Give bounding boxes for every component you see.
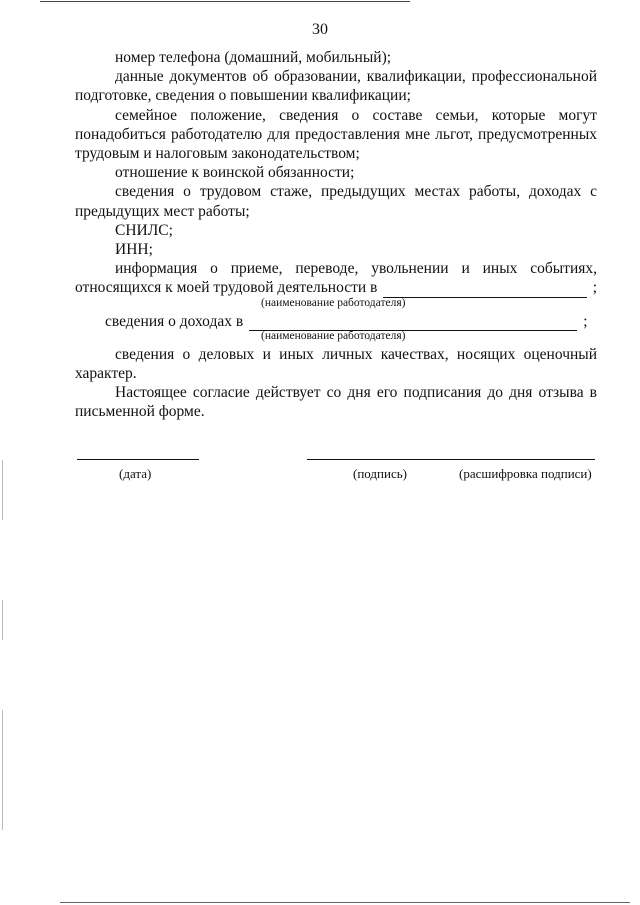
signature-block — [75, 453, 597, 493]
employer-caption-1: (наименование работодателя) — [261, 296, 406, 309]
date-line[interactable] — [77, 459, 199, 460]
paragraph-qualities: сведения о деловых и иных личных качествах, носящих оценочный характер. — [75, 345, 597, 383]
employer-blank-2[interactable] — [249, 317, 577, 331]
paragraph-education: данные документов об образовании, квалификации, профессиональной подготовке, сведения о повышении квалификации; — [75, 68, 597, 105]
blank-terminator-2: ; — [583, 312, 588, 330]
paragraph-work-history: сведения о трудовом стаже, предыдущих местах работы, доходах с предыдущих мест работы; — [75, 183, 597, 220]
events-employer-row — [75, 278, 597, 297]
paragraph-inn: ИНН; — [115, 241, 153, 259]
employer-blank-1[interactable] — [383, 284, 586, 298]
paragraph-family: семейное положение, сведения о составе семьи, которые могут понадобиться работодателю для предоставления мне льгот, предусмотренных трудовым и налоговым законодательством; — [75, 106, 597, 163]
signature-caption: (подпись) — [353, 466, 407, 481]
employer-caption-2: (наименование работодателя) — [261, 329, 406, 342]
consent-text-body — [75, 48, 597, 422]
signature-decoding-caption: (расшифровка подписи) — [459, 466, 592, 481]
paragraph-events-line2: относящихся к моей трудовой деятельности в — [75, 279, 378, 297]
income-employer-row — [75, 312, 597, 331]
paragraph-validity: Настоящее согласие действует со дня его подписания до дня отзыва в письменной форме. — [75, 384, 597, 421]
date-caption: (дата) — [119, 466, 152, 481]
page-number: 30 — [312, 21, 328, 38]
signature-line[interactable] — [307, 459, 595, 460]
paragraph-phone: номер телефона (домашний, мобильный); — [115, 49, 392, 66]
paragraph-events-line1: информация о приеме, переводе, увольнении и иных событиях, — [115, 260, 597, 278]
blank-terminator-1: ; — [592, 279, 597, 297]
paragraph-income: сведения о доходах в — [105, 312, 244, 330]
paragraph-snils: СНИЛС; — [115, 221, 173, 239]
paragraph-military: отношение к воинской обязанности; — [115, 164, 355, 182]
